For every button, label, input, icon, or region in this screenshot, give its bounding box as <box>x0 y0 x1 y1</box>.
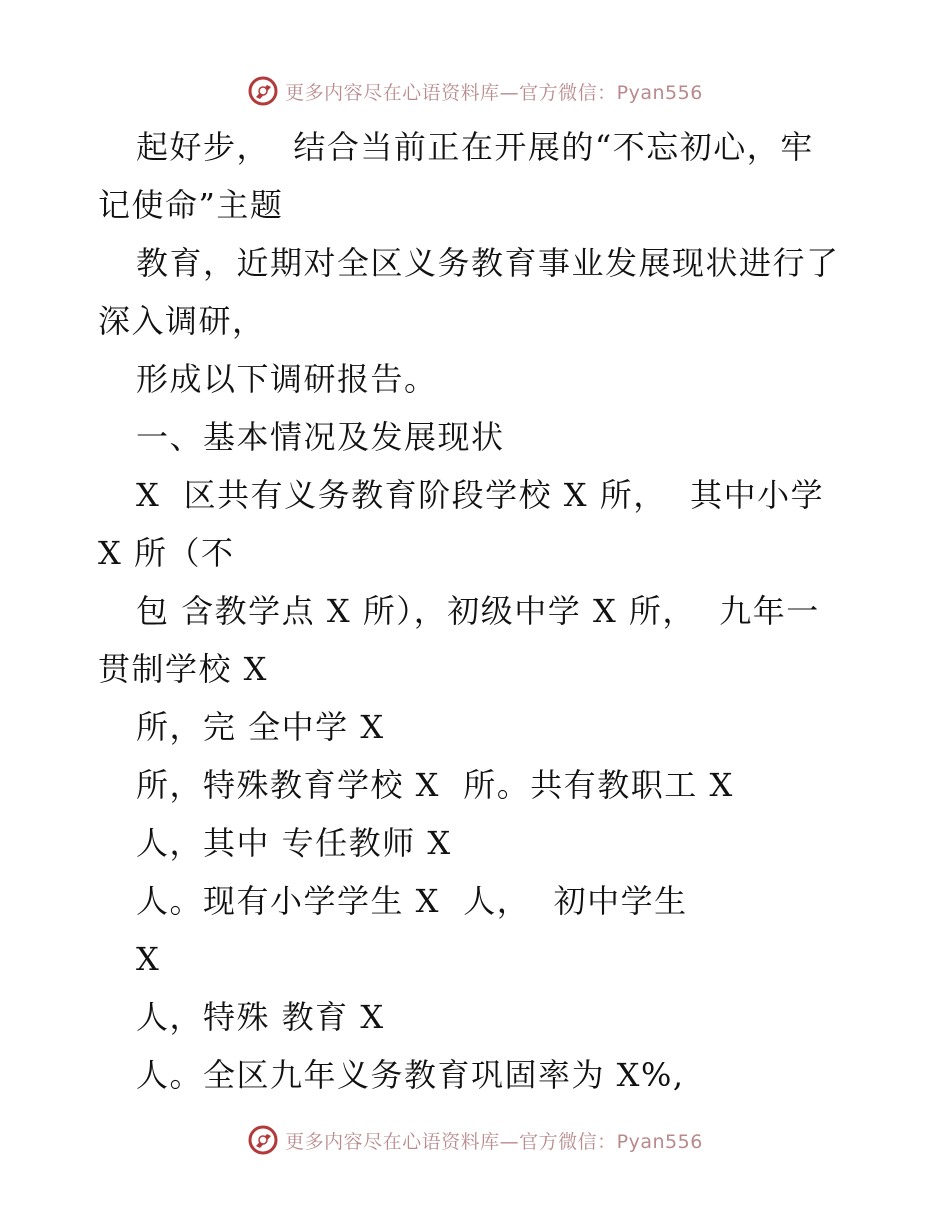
watermark-banner-top <box>0 71 950 111</box>
body-line: 形成以下调研报告。 <box>136 360 438 398</box>
body-line: 包 含教学点 X 所），初级中学 X 所， 九年一 <box>136 592 820 630</box>
body-line: 人，其中 专任教师 X <box>136 824 452 862</box>
body-line: X <box>136 940 161 978</box>
body-line: X 区共有义务教育阶段学校 X 所， 其中小学 <box>136 476 825 514</box>
body-line: 所，特殊教育学校 X 所。共有教职工 X <box>136 766 734 804</box>
body-line: 贯制学校 X <box>98 650 268 688</box>
body-line: 人，特殊 教育 X <box>136 998 385 1036</box>
seal-logo-icon <box>247 75 279 107</box>
body-line: 起好步， 结合当前正在开展的“不忘初心，牢 <box>136 128 814 166</box>
section-heading: 一、基本情况及发展现状 <box>136 418 505 456</box>
body-line: 深入调研， <box>98 302 266 340</box>
body-line: 所，完 全中学 X <box>136 708 385 746</box>
document-body <box>98 118 858 1104</box>
body-line: 人。现有小学学生 X 人， 初中学生 <box>136 882 688 920</box>
seal-logo-icon <box>247 1124 279 1156</box>
body-line: 教育，近期对全区义务教育事业发展现状进行了 <box>136 244 840 282</box>
watermark-text-top: 更多内容尽在心语资料库—官方微信：Pyan556 <box>285 81 703 104</box>
body-line: 人。全区九年义务教育巩固率为 X%, <box>136 1056 685 1094</box>
body-line: 记使命”主题 <box>98 186 284 224</box>
watermark-text-bottom: 更多内容尽在心语资料库—官方微信：Pyan556 <box>285 1130 703 1153</box>
body-line: X 所（不 <box>98 534 235 572</box>
watermark-banner-bottom <box>0 1120 950 1160</box>
